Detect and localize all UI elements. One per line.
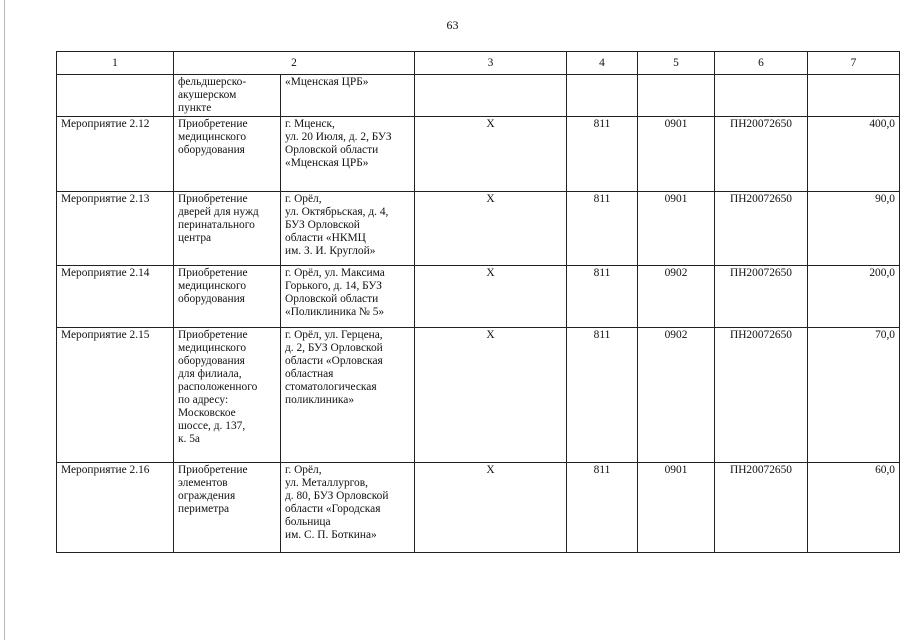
budget-table [56, 51, 900, 553]
col5-cell: 0902 [638, 328, 715, 463]
table-row [57, 328, 900, 463]
col6-cell [715, 75, 808, 117]
name-line: пункте [178, 102, 212, 114]
page-number: 63 [446, 18, 459, 32]
address-line: области «Городская [285, 503, 381, 515]
col3-cell: Х [415, 192, 567, 266]
header-cell-5: 5 [638, 52, 715, 75]
col7-cell: 400,0 [808, 117, 900, 192]
name-line: медицинского [178, 131, 247, 143]
event-cell: Мероприятие 2.16 [57, 463, 174, 553]
address-line: областная [285, 368, 334, 380]
col5-cell: 0901 [638, 192, 715, 266]
address-line: Горького, д. 14, БУЗ [285, 280, 382, 292]
col5-cell: 0901 [638, 117, 715, 192]
address-line: г. Орёл, [285, 193, 322, 205]
col4-cell: 811 [567, 117, 638, 192]
address-line: г. Орёл, [285, 464, 322, 476]
address-line: им. С. П. Боткина» [285, 529, 377, 541]
event-cell: Мероприятие 2.14 [57, 266, 174, 328]
header-row [57, 52, 900, 75]
address-line: Орловской области [285, 144, 379, 156]
address-line: стоматологическая [285, 381, 377, 393]
name-line: к. 5а [178, 433, 200, 445]
address-line: «Поликлиника № 5» [285, 306, 385, 318]
name-line: Приобретение [178, 329, 248, 341]
address-cell [281, 117, 415, 192]
name-line: Приобретение [178, 464, 248, 476]
name-cell [174, 328, 281, 463]
name-line: оборудования [178, 293, 245, 305]
address-line: ул. Октябрьская, д. 4, [285, 206, 389, 218]
name-line: оборудования [178, 144, 245, 156]
name-line: дверей для нужд [178, 206, 259, 218]
col6-cell: ПН20072650 [715, 266, 808, 328]
event-cell: Мероприятие 2.15 [57, 328, 174, 463]
event-cell: Мероприятие 2.12 [57, 117, 174, 192]
name-cell [174, 266, 281, 328]
col6-cell: ПН20072650 [715, 328, 808, 463]
address-line: д. 2, БУЗ Орловской [285, 342, 383, 354]
name-line: для филиала, [178, 368, 242, 380]
col7-cell: 90,0 [808, 192, 900, 266]
name-line: центра [178, 232, 212, 244]
address-line: г. Орёл, ул. Максима [285, 267, 385, 279]
address-line: области «НКМЦ [285, 232, 366, 244]
header-cell-4: 4 [567, 52, 638, 75]
address-line: области «Орловская [285, 355, 383, 367]
table-row [57, 266, 900, 328]
col4-cell: 811 [567, 192, 638, 266]
col4-cell: 811 [567, 463, 638, 553]
address-line: г. Орёл, ул. Герцена, [285, 329, 383, 341]
col3-cell: Х [415, 266, 567, 328]
table-row [57, 117, 900, 192]
name-cell [174, 75, 281, 117]
address-line: больница [285, 516, 331, 528]
name-line: фельдшерско- [178, 76, 247, 88]
address-line: д. 80, БУЗ Орловской [285, 490, 389, 502]
header-cell-2: 2 [174, 52, 415, 75]
address-line: БУЗ Орловской [285, 219, 360, 231]
col5-cell: 0901 [638, 463, 715, 553]
col7-cell: 60,0 [808, 463, 900, 553]
col7-cell: 200,0 [808, 266, 900, 328]
address-cell [281, 328, 415, 463]
name-line: Приобретение [178, 118, 248, 130]
col4-cell: 811 [567, 266, 638, 328]
address-cell [281, 266, 415, 328]
continuation-row [57, 75, 900, 117]
address-line: им. З. И. Круглой» [285, 245, 376, 257]
col3-cell: Х [415, 463, 567, 553]
col5-cell [638, 75, 715, 117]
address-line: поликлиника» [285, 394, 355, 406]
name-line: по адресу: [178, 394, 229, 406]
col4-cell: 811 [567, 328, 638, 463]
address-line: ул. 20 Июля, д. 2, БУЗ [285, 131, 392, 143]
table-row [57, 192, 900, 266]
scan-edge-line [4, 0, 5, 640]
address-line: «Мценская ЦРБ» [285, 157, 369, 169]
name-line: медицинского [178, 342, 247, 354]
col3-cell [415, 75, 567, 117]
name-cell [174, 192, 281, 266]
col6-cell: ПН20072650 [715, 463, 808, 553]
event-cell: Мероприятие 2.13 [57, 192, 174, 266]
name-line: периметра [178, 503, 230, 515]
col7-cell: 70,0 [808, 328, 900, 463]
col7-cell [808, 75, 900, 117]
name-line: Московское [178, 407, 236, 419]
header-cell-6: 6 [715, 52, 808, 75]
event-cell [57, 75, 174, 117]
col3-cell: Х [415, 117, 567, 192]
table-row [57, 463, 900, 553]
name-cell [174, 463, 281, 553]
name-line: шоссе, д. 137, [178, 420, 246, 432]
address-cell [281, 463, 415, 553]
address-line: Орловской области [285, 293, 379, 305]
address-cell [281, 75, 415, 117]
header-cell-3: 3 [415, 52, 567, 75]
name-line: медицинского [178, 280, 247, 292]
name-line: ограждения [178, 490, 236, 502]
col4-cell [567, 75, 638, 117]
address-line: «Мценская ЦРБ» [285, 76, 369, 88]
name-line: элементов [178, 477, 228, 489]
name-cell [174, 117, 281, 192]
name-line: перинатального [178, 219, 255, 231]
col6-cell: ПН20072650 [715, 192, 808, 266]
col3-cell: Х [415, 328, 567, 463]
name-line: Приобретение [178, 193, 248, 205]
col6-cell: ПН20072650 [715, 117, 808, 192]
name-line: акушерском [178, 89, 237, 101]
name-line: оборудования [178, 355, 245, 367]
header-cell-7: 7 [808, 52, 900, 75]
address-line: ул. Металлургов, [285, 477, 368, 489]
header-cell-1: 1 [57, 52, 174, 75]
name-line: расположенного [178, 381, 258, 393]
address-cell [281, 192, 415, 266]
col5-cell: 0902 [638, 266, 715, 328]
address-line: г. Мценск, [285, 118, 335, 130]
name-line: Приобретение [178, 267, 248, 279]
